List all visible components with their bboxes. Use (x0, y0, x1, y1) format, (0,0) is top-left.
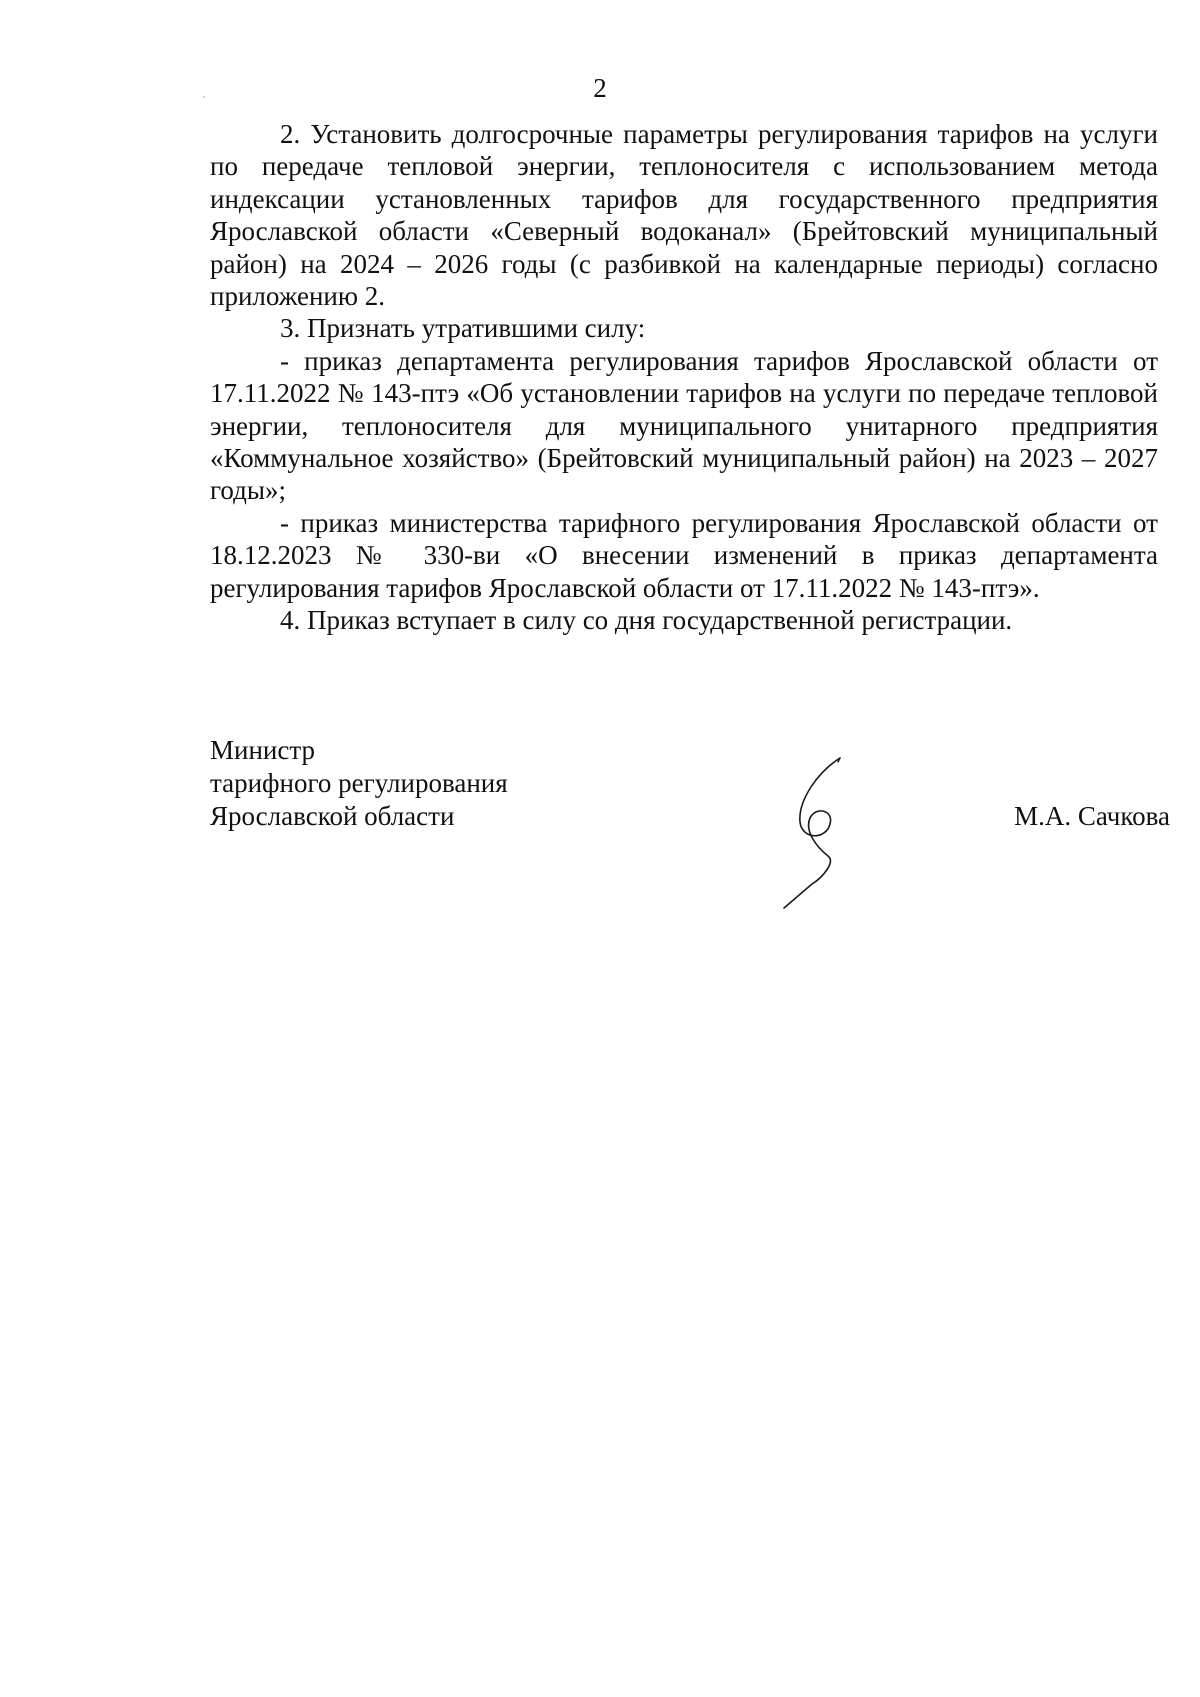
paragraph-repealed-order-1: - приказ департамента регулирования тарифов Ярославской области от 17.11.2022 № 143-птэ «Об установлении тарифов на услуги по передаче тепловой энергии, теплоносителя для муниципального унитарного предприятия «Коммунальное хозяйство» (Брейтовский муниципальный район) на 2023 – 2027 годы»; (210, 345, 1158, 506)
paragraph-repealed-order-2: - приказ министерства тарифного регулирования Ярославской области от 18.12.2023 № 330-ви «О внесении изменений в приказ департамента регулирования тарифов Ярославской области от 17.11.2022 № 143-птэ». (210, 507, 1158, 603)
signatory-name: М.А. Сачкова (1014, 801, 1170, 831)
paragraph-item-2: 2. Установить долгосрочные параметры регулирования тарифов на услуги по передаче тепловой энергии, теплоносителя с использованием метода индексации установленных тарифов для государственного предприятия Ярославской области «Северный водоканал» (Брейтовский муниципальный район) на 2024 – 2026 годы (с разбивкой на календарные периоды) согласно приложению 2. (210, 119, 1158, 312)
paragraph-item-4: 4. Приказ вступает в силу со дня государственной регистрации. (280, 605, 1013, 636)
page-number: 2 (593, 73, 607, 103)
handwritten-signature (778, 752, 868, 912)
signatory-title-line: тарифного регулирования (210, 768, 508, 798)
paragraph-item-3: 3. Признать утратившими силу: (280, 313, 646, 344)
signatory-title (210, 734, 508, 833)
signatory-title-line: Ярославской области (210, 801, 455, 831)
signatory-title-line: Министр (210, 735, 315, 765)
document-body (210, 118, 1158, 637)
